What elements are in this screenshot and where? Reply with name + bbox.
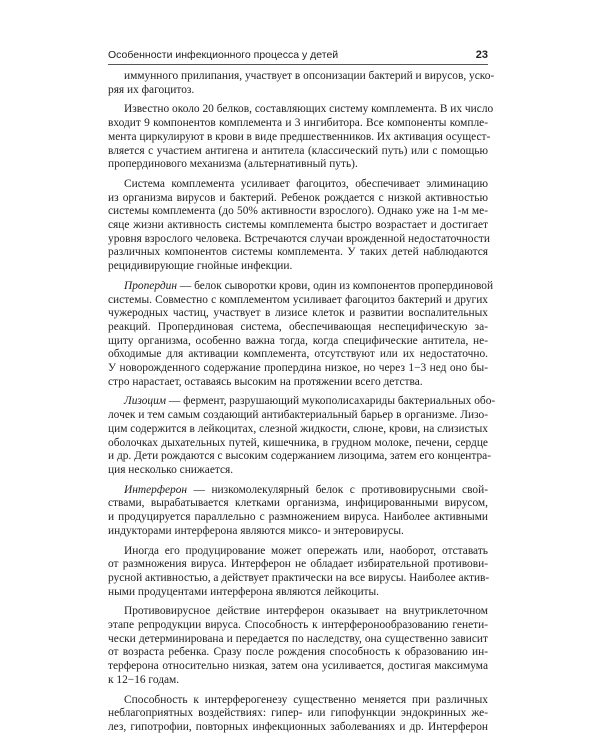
paragraph bbox=[108, 178, 488, 274]
line-text: — белок сыворотки крови, один из компонентов пропердиновой bbox=[177, 279, 494, 292]
text-line bbox=[108, 158, 488, 172]
line-text: — фермент, разрушающий мукополисахариды бактериальных обо- bbox=[166, 395, 496, 408]
line-text: уровня взрослого человека. Встречаются случаи врожденной недостаточности bbox=[108, 232, 490, 245]
text-line bbox=[108, 660, 488, 674]
text-line bbox=[108, 233, 488, 247]
text-line bbox=[108, 348, 488, 362]
paragraph bbox=[108, 70, 495, 97]
text-line bbox=[108, 103, 494, 117]
text-line bbox=[108, 437, 488, 451]
line-text: щиту организма, особенно важна тогда, когда специфические антитела, не- bbox=[108, 334, 488, 347]
text-line bbox=[108, 117, 488, 131]
paragraph bbox=[108, 605, 488, 687]
text-line bbox=[108, 633, 488, 647]
line-text: системы комплемента (до 50% активности взрослого). Однако уже на 1-м ме- bbox=[108, 205, 488, 218]
line-text: чужеродных частиц, участвует в лизисе клеток и развитии воспалительных bbox=[108, 307, 488, 320]
line-text: ряя их фагоцитоз. bbox=[108, 83, 195, 96]
text-line bbox=[108, 484, 488, 498]
text-line bbox=[108, 395, 496, 409]
text-line bbox=[108, 260, 488, 274]
line-text: к 12−16 годам. bbox=[108, 673, 180, 686]
line-text: из организма вирусов и бактерий. Ребенок рождается с низкой активностью bbox=[108, 191, 488, 204]
line-text: Способность к интерферогенезу существенно меняется при различных bbox=[124, 693, 488, 706]
text-line bbox=[108, 586, 488, 600]
text-line bbox=[108, 362, 488, 376]
line-text: от возраста ребенка. Сразу после рождения способность к образованию ин- bbox=[108, 646, 488, 659]
line-text: обходимые для активации комплемента, отсутствуют или их недостаточно. bbox=[108, 348, 488, 361]
text-line bbox=[108, 605, 488, 619]
line-text: различных компонентов системы комплемента. У таких детей наблюдаются bbox=[108, 246, 488, 259]
paragraph bbox=[108, 395, 496, 477]
text-line bbox=[108, 294, 488, 308]
running-title: Особенности инфекционного процесса у детей bbox=[108, 49, 339, 61]
line-text: стро нарастает, оставаясь высоким на протяжении всего детства. bbox=[108, 375, 423, 388]
text-line bbox=[108, 525, 488, 539]
line-text: терферона относительно низкая, затем она усиливается, достигая максимума bbox=[108, 660, 488, 673]
line-text: рецидивирующие гнойные инфекции. bbox=[108, 260, 293, 273]
text-line bbox=[108, 178, 488, 192]
line-text: Противовирусное действие интерферон оказывает на внутриклеточном bbox=[124, 605, 488, 618]
line-text: Система комплемента усиливает фагоцитоз, обеспечивает элиминацию bbox=[124, 177, 488, 190]
text-line bbox=[108, 545, 488, 559]
text-line bbox=[108, 450, 492, 464]
paragraph bbox=[108, 694, 488, 735]
text-line bbox=[108, 70, 495, 84]
line-text: от размножения вируса. Интерферон не обладает избирательной противови- bbox=[108, 558, 488, 571]
paragraph bbox=[108, 279, 494, 390]
text-line bbox=[108, 246, 488, 260]
line-text: системы. Совместно с комплементом усиливает фагоцитоз бактерий и других bbox=[108, 293, 488, 306]
text-line bbox=[108, 464, 488, 478]
line-text: русной активностью, а действует практически на все вирусы. Наиболее актив- bbox=[108, 571, 490, 584]
text-line bbox=[108, 192, 488, 206]
line-text: цим содержится в лейкоцитах, слезной жидкости, слюне, крови, на слизистых bbox=[108, 422, 488, 435]
text-line bbox=[108, 321, 488, 335]
line-text: и др. Дети рождаются с высоким содержанием лизоцима, затем его концентра- bbox=[108, 450, 492, 463]
paragraph bbox=[108, 484, 488, 539]
term: Пропердин bbox=[124, 279, 178, 292]
running-header bbox=[108, 49, 488, 61]
line-text: и продуцируется параллельно с размножением вируса. Наиболее активными bbox=[108, 511, 488, 524]
line-text: У новорожденного содержание пропердина низкое, но через 1−3 нед оно бы- bbox=[108, 362, 488, 375]
paragraph bbox=[108, 545, 488, 600]
text-line bbox=[108, 511, 488, 525]
line-text: входит 9 компонентов комплемента и 3 ингибитора. Все компоненты компле- bbox=[108, 117, 488, 130]
line-text: чески детерминирована и передается по наследству, она существенно зависит bbox=[108, 632, 488, 645]
body-text bbox=[108, 70, 496, 741]
line-text: ствами, вырабатывается клетками организма, инфицированными вирусом, bbox=[108, 497, 488, 510]
line-text: Известно около 20 белков, составляющих систему комплемента. В их число bbox=[124, 103, 494, 116]
text-line bbox=[108, 694, 488, 708]
line-text: ными продуцентами интерферона являются лейкоциты. bbox=[108, 585, 380, 598]
term: Лизоцим bbox=[124, 395, 167, 408]
text-line bbox=[108, 707, 488, 721]
line-text: пропердинового механизма (альтернативный путь). bbox=[108, 158, 358, 171]
text-line bbox=[108, 145, 488, 159]
text-line bbox=[108, 409, 488, 423]
text-line bbox=[108, 423, 488, 437]
line-text: сяце жизни активность системы комплемента быстро возрастает и достигает bbox=[108, 219, 488, 232]
text-line bbox=[108, 721, 488, 735]
line-text: неблагоприятных воздействиях: гипер- или гипофункции эндокринных же- bbox=[108, 707, 488, 720]
text-line bbox=[108, 205, 488, 219]
text-line bbox=[108, 646, 488, 660]
text-line bbox=[108, 572, 488, 586]
text-line bbox=[108, 497, 488, 511]
text-line bbox=[108, 674, 488, 688]
paragraph bbox=[108, 103, 494, 172]
line-text: лез, гипотрофии, повторных инфекционных заболеваниях и др. Интерферон bbox=[108, 720, 488, 733]
line-text: ция несколько снижается. bbox=[108, 463, 234, 476]
text-line bbox=[108, 279, 494, 294]
line-text: Иногда его продуцирование может опережать или, наоборот, отставать bbox=[124, 544, 488, 557]
text-line bbox=[108, 84, 488, 98]
line-text: этапе репродукции вируса. Способность к интерферонообразованию генети- bbox=[108, 619, 488, 632]
line-text: вляется с участием антигена и антитела (классический путь) или с помощью bbox=[108, 144, 488, 157]
text-line bbox=[108, 219, 488, 233]
line-text: — низкомолекулярный белок с противовирусными свой- bbox=[187, 483, 488, 496]
text-line bbox=[108, 130, 491, 145]
line-text: индукторами интерферона являются миксо- и энтеровирусы. bbox=[108, 524, 404, 537]
text-line bbox=[108, 335, 488, 349]
line-text: лочек и тем самым создающий антибактериальный барьер в организме. Лизо- bbox=[108, 409, 488, 422]
page-number: 23 bbox=[475, 49, 488, 61]
header-rule bbox=[108, 64, 488, 65]
line-text: мента циркулируют в крови в виде предшественников. Их активация осущест- bbox=[108, 130, 491, 143]
text-line bbox=[108, 558, 488, 572]
term: Интерферон bbox=[124, 483, 188, 496]
line-text: оболочках дыхательных путей, кишечника, в грудном молоке, печени, сердце bbox=[108, 436, 488, 449]
text-line bbox=[108, 307, 488, 321]
text-line bbox=[108, 376, 488, 390]
line-text: иммунного прилипания, участвует в опсонизации бактерий и вирусов, уско- bbox=[124, 70, 495, 82]
line-text: реакций. Пропердиновая система, обеспечивающая неспецифическую за- bbox=[108, 320, 488, 333]
text-line bbox=[108, 619, 488, 633]
